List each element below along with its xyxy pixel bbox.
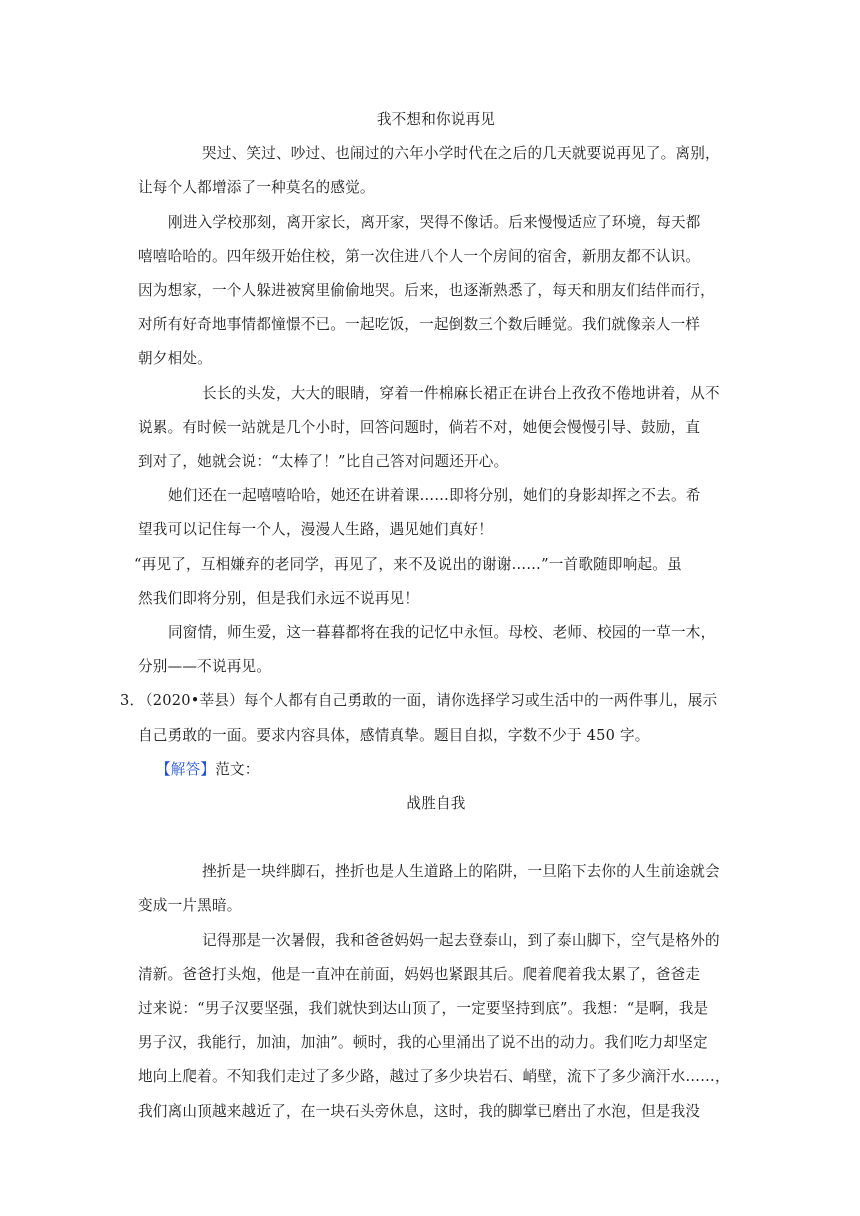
essay-paragraph-line: 说累。有时候一站就是几个小时，回答问题时，倘若不对，她便会慢慢引导、鼓励，直 (138, 418, 701, 436)
essay-paragraph-line: 我们离山顶越来越近了，在一块石头旁休息，这时，我的脚掌已磨出了水泡，但是我没 (138, 1102, 701, 1120)
essay-paragraph-line: 哭过、笑过、吵过、也闹过的六年小学时代在之后的几天就要说再见了。离别， (202, 145, 720, 163)
answer-label: 范文： (215, 760, 260, 778)
question-number: 3． (120, 692, 145, 710)
question-text: （2020•莘县）每个人都有自己勇敢的一面，请你选择学习或生活中的一两件事儿，展示 (138, 692, 718, 710)
essay-paragraph-line: 记得那是一次暑假，我和爸爸妈妈一起去登泰山，到了泰山脚下，空气是格外的 (202, 931, 720, 949)
essay-paragraph-line: 嘻嘻哈哈的。四年级开始住校，第一次住进八个人一个房间的宿舍，新朋友都不认识。 (138, 247, 701, 265)
essay-paragraph-line: 长长的头发，大大的眼睛，穿着一件棉麻长裙正在讲台上孜孜不倦地讲着，从不 (202, 384, 720, 402)
answer-tag: 【解答】 (156, 760, 216, 778)
essay-paragraph-line: 望我可以记住每一个人，漫漫人生路，遇见她们真好！ (138, 521, 494, 539)
essay-paragraph-line: 因为想家，一个人躲进被窝里偷偷地哭。后来，也逐渐熟悉了，每天和朋友们结伴而行， (138, 282, 715, 300)
essay-paragraph-line: 到对了，她就会说：“太棒了！”比自己答对问题还开心。 (138, 453, 509, 471)
essay-title: 战胜自我 (406, 795, 466, 813)
question-3 (120, 684, 734, 787)
question-prompt-line: 自己勇敢的一面。要求内容具体，感情真挚。题目自拟，字数不少于 450 字。 (138, 726, 650, 744)
blank-line (138, 821, 734, 855)
essay-paragraph-line: 男子汉，我能行，加油，加油”。顿时，我的心里涌出了说不出的动力。我们吃力却坚定 (138, 1034, 708, 1052)
essay-paragraph-line: 让每个人都增添了一种莫名的感觉。 (138, 179, 375, 197)
essay-paragraph-line: 变成一片黑暗。 (138, 897, 242, 915)
essay-title: 我不想和你说再见 (376, 111, 496, 128)
essay-paragraph-line: 朝夕相处。 (138, 350, 212, 368)
essay-paragraph-line: 同窗情，师生爱，这一暮暮都将在我的记忆中永恒。母校、老师、校园的一草一木， (168, 624, 716, 642)
essay-paragraph-line: 挫折是一块绊脚石，挫折也是人生道路上的陷阱，一旦陷下去你的人生前途就会 (202, 863, 720, 881)
answer-line (138, 753, 734, 787)
essay-paragraph-line: 然我们即将分别，但是我们永远不说再见！ (138, 589, 420, 607)
essay-paragraph-line: 清新。爸爸打头炮，他是一直冲在前面，妈妈也紧跟其后。爬着爬着我太累了，爸爸走 (138, 965, 701, 983)
essay-paragraph-line: 对所有好奇地事情都憧憬不已。一起吃饭，一起倒数三个数后睡觉。我们就像亲人一样 (138, 316, 701, 334)
essay-paragraph-line: 她们还在一起嘻嘻哈哈，她还在讲着课……即将分别，她们的身影却挥之不去。希 (168, 487, 701, 505)
essay-paragraph-line: “再见了，互相嫌弃的老同学，再见了，来不及说出的谢谢……”一首歌随即响起。虽 (134, 555, 682, 573)
question-prompt-line (120, 684, 734, 718)
essay-paragraph-line: 分别——不说再见。 (138, 658, 272, 676)
document-body (120, 103, 734, 1129)
essay-paragraph-line: 过来说：“男子汉要坚强，我们就快到达山顶了，一定要坚持到底”。我想：“是啊，我是 (138, 1000, 709, 1018)
essay-paragraph-line: 地向上爬着。不知我们走过了多少路，越过了多少块岩石、峭壁，流下了多少滴汗水……， (138, 1068, 730, 1086)
essay-paragraph-line: 刚进入学校那刻，离开家长，离开家，哭得不像话。后来慢慢适应了环境，每天都 (168, 213, 701, 231)
